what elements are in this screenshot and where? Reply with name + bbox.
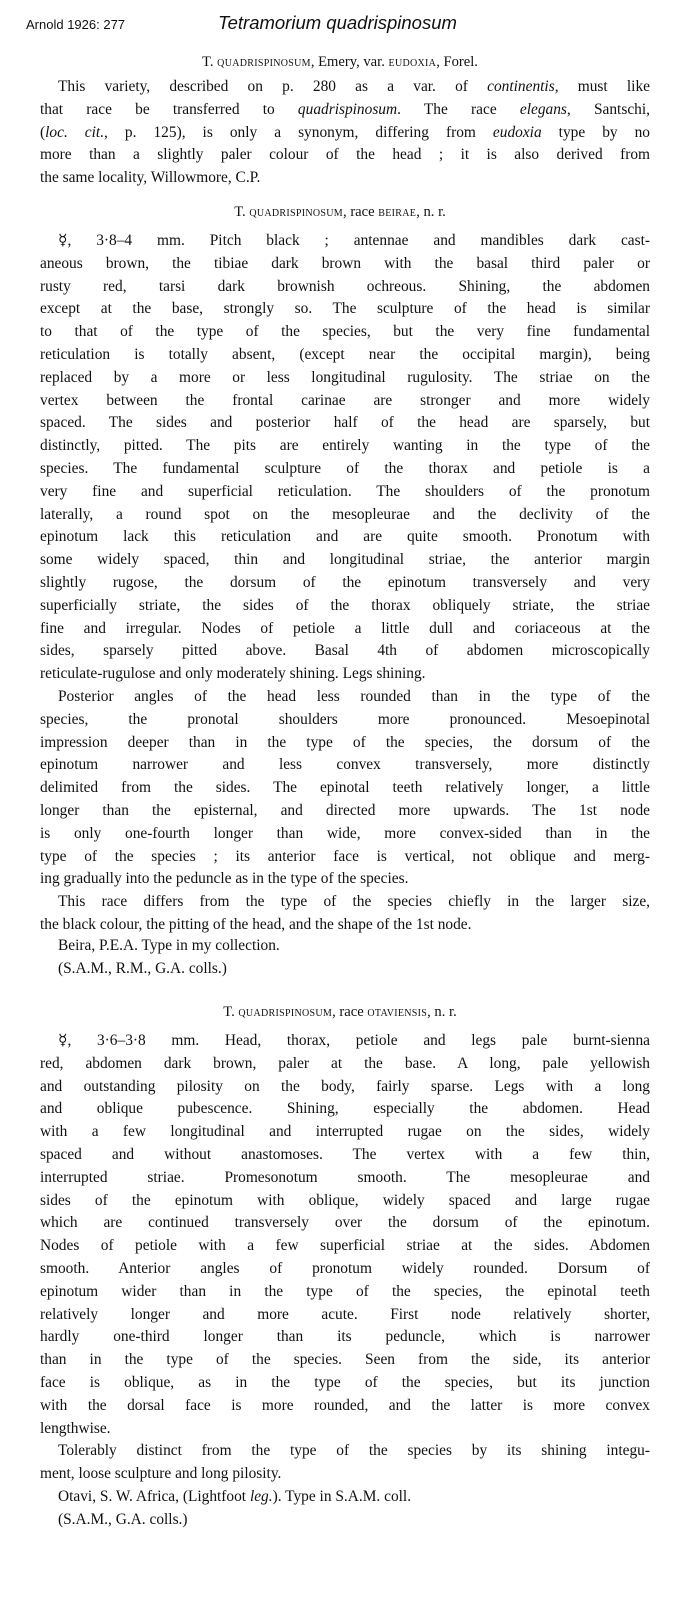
text-line: fine and irregular. Nodes of petiole a little dull and coriaceous at the xyxy=(40,619,650,637)
text-line: species. The fundamental sculpture of the thorax and petiole is a xyxy=(40,459,650,477)
text-line: interrupted striae. Promesonotum smooth. The mesopleurae and xyxy=(40,1168,650,1186)
paragraph-otaviensis-description xyxy=(40,1030,650,1440)
text-line: epinotum narrower and less convex transversely, more distinctly xyxy=(40,756,650,774)
text-line: spaced. The sides and posterior half of the head are sparsely, but xyxy=(40,414,650,432)
text-line: spaced and without anastomoses. The vertex with a few thin, xyxy=(40,1145,650,1163)
text-line: with the dorsal face is more rounded, and the latter is more convex xyxy=(40,1396,650,1414)
text-line: superficially striate, the sides of the thorax obliquely striate, the striae xyxy=(40,596,650,614)
text-line: impression deeper than in the type of the species, the dorsum of the xyxy=(40,733,650,751)
heading-species: quadrispinosum xyxy=(238,1004,333,1020)
page-title: Tetramorium quadrispinosum xyxy=(218,12,457,33)
heading-genus: T. xyxy=(223,1004,235,1020)
text-line: red, abdomen dark brown, paler at the base. A long, pale yellowish xyxy=(40,1054,650,1072)
section-heading-otaviensis xyxy=(30,1002,650,1022)
text-line: ment, loose sculpture and long pilosity. xyxy=(40,1464,282,1482)
text-line: which are continued transversely over the dorsum of the epinotum. xyxy=(40,1214,650,1232)
heading-suffix: , Forel. xyxy=(436,54,478,70)
text-line: ing gradually into the peduncle as in the type of the species. xyxy=(40,870,409,888)
text-line: very fine and superficial reticulation. The shoulders of the pronotum xyxy=(40,482,650,500)
text-line: (loc. cit., p. 125), is only a synonym, differing from eudoxia type by no xyxy=(40,123,650,141)
heading-species: quadrispinosum xyxy=(217,54,311,70)
text-line: except at the base, strongly so. The sculpture of the head is similar xyxy=(40,300,650,318)
locality-otaviensis: Otavi, S. W. Africa, (Lightfoot leg.). Type in S.A.M. coll. xyxy=(58,1488,412,1505)
section-heading-beirae xyxy=(30,202,650,222)
text-line: type of the species ; its anterior face is vertical, not oblique and merg- xyxy=(40,847,650,865)
text-line: Posterior angles of the head less rounded than in the type of the xyxy=(58,688,650,705)
paragraph-beirae-description xyxy=(40,230,650,686)
text-line: laterally, a round spot on the mesopleurae and the declivity of the xyxy=(40,505,650,523)
text-line: delimited from the sides. The epinotal teeth relatively longer, a little xyxy=(40,779,650,797)
heading-authority: , Emery, var. xyxy=(310,54,385,70)
heading-suffix: , n. r. xyxy=(416,204,446,220)
text-line: more than a slightly paler colour of the head ; it is also derived from xyxy=(40,146,650,164)
text-line: Nodes of petiole with a few superficial striae at the sides. Abdomen xyxy=(40,1237,650,1255)
text-line: distinctly, pitted. The pits are entirely wanting in the type of the xyxy=(40,437,650,455)
text-line: species, the pronotal shoulders more pronounced. Mesoepinotal xyxy=(40,710,650,728)
text-line: replaced by a more or less longitudinal rugulosity. The striae on the xyxy=(40,368,650,386)
locality-beirae: Beira, P.E.A. Type in my collection. xyxy=(58,937,280,954)
text-line: the same locality, Willowmore, C.P. xyxy=(40,169,261,187)
text-line: epinotum wider than in the type of the species, the epinotal teeth xyxy=(40,1282,650,1300)
page-header xyxy=(26,12,666,36)
text-line: that race be transferred to quadrispinosum. The race elegans, Santschi, xyxy=(40,100,650,118)
heading-variety: eudoxia xyxy=(388,54,437,70)
text-line: to that of the type of the species, but the very fine fundamental xyxy=(40,323,650,341)
text-line: is only one-fourth longer than wide, more convex-sided than in the xyxy=(40,824,650,842)
text-line: and oblique pubescence. Shining, especially the abdomen. Head xyxy=(40,1100,650,1118)
text-line: vertex between the frontal carinae are stronger and more widely xyxy=(40,391,650,409)
heading-genus: T. xyxy=(202,54,214,70)
text-line: aneous brown, the tibiae dark brown with the basal third paler or xyxy=(40,254,650,272)
citation: Arnold 1926: 277 xyxy=(26,17,126,32)
text-line: This race differs from the type of the species chiefly in the larger size, xyxy=(58,893,650,910)
text-line: longer than the episternal, and directed more upwards. The 1st node xyxy=(40,801,650,819)
paragraph-beirae-comparison xyxy=(40,686,650,891)
text-line: some widely spaced, thin and longitudinal striae, the anterior margin xyxy=(40,551,650,569)
text-line: smooth. Anterior angles of pronotum widely rounded. Dorsum of xyxy=(40,1259,650,1277)
text-line: the black colour, the pitting of the head, and the shape of the 1st node. xyxy=(40,915,472,933)
heading-rank: , race xyxy=(332,1004,364,1020)
text-line: face is oblique, as in the type of the species, but its junction xyxy=(40,1373,650,1391)
heading-genus: T. xyxy=(234,204,246,220)
text-line: slightly rugose, the dorsum of the epinotum transversely and very xyxy=(40,573,650,591)
text-line: sides of the epinotum with oblique, widely spaced and large rugae xyxy=(40,1191,650,1209)
text-line: This variety, described on p. 280 as a var. of continentis, must like xyxy=(58,78,650,95)
heading-species: quadrispinosum xyxy=(249,204,344,220)
text-line: Tolerably distinct from the type of the species by its shining integu- xyxy=(58,1442,650,1459)
text-line: with a few longitudinal and interrupted rugae on the sides, widely xyxy=(40,1123,650,1141)
text-line: ☿, 3·8–4 mm. Pitch black ; antennae and mandibles dark cast- xyxy=(58,232,650,249)
heading-race: beirae xyxy=(378,204,417,220)
section-heading-eudoxia xyxy=(30,52,650,72)
text-line: hardly one-third longer than its peduncle, which is narrower xyxy=(40,1328,650,1346)
paragraph-eudoxia xyxy=(40,76,650,190)
heading-rank: , race xyxy=(343,204,375,220)
text-line: reticulation is totally absent, (except near the occipital margin), being xyxy=(40,345,650,363)
text-line: relatively longer and more acute. First node relatively shorter, xyxy=(40,1305,650,1323)
collections-otaviensis: (S.A.M., G.A. colls.) xyxy=(58,1511,188,1528)
text-line: rusty red, tarsi dark brownish ochreous. Shining, the abdomen xyxy=(40,277,650,295)
text-line: epinotum lack this reticulation and are quite smooth. Pronotum with xyxy=(40,528,650,546)
paragraph-otaviensis-comparison xyxy=(40,1440,650,1486)
text-line: than in the type of the species. Seen from the side, its anterior xyxy=(40,1351,650,1369)
collections-beirae: (S.A.M., R.M., G.A. colls.) xyxy=(58,960,227,977)
text-line: sides, sparsely pitted above. Basal 4th of abdomen microscopically xyxy=(40,642,650,660)
heading-race: otaviensis xyxy=(367,1004,428,1020)
heading-suffix: , n. r. xyxy=(427,1004,457,1020)
text-line: reticulate-rugulose and only moderately shining. Legs shining. xyxy=(40,665,426,683)
paragraph-beirae-differences xyxy=(40,891,650,937)
text-line: ☿, 3·6–3·8 mm. Head, thorax, petiole and legs pale burnt-sienna xyxy=(58,1032,650,1049)
text-line: and outstanding pilosity on the body, fairly sparse. Legs with a long xyxy=(40,1077,650,1095)
text-line: lengthwise. xyxy=(40,1419,111,1437)
